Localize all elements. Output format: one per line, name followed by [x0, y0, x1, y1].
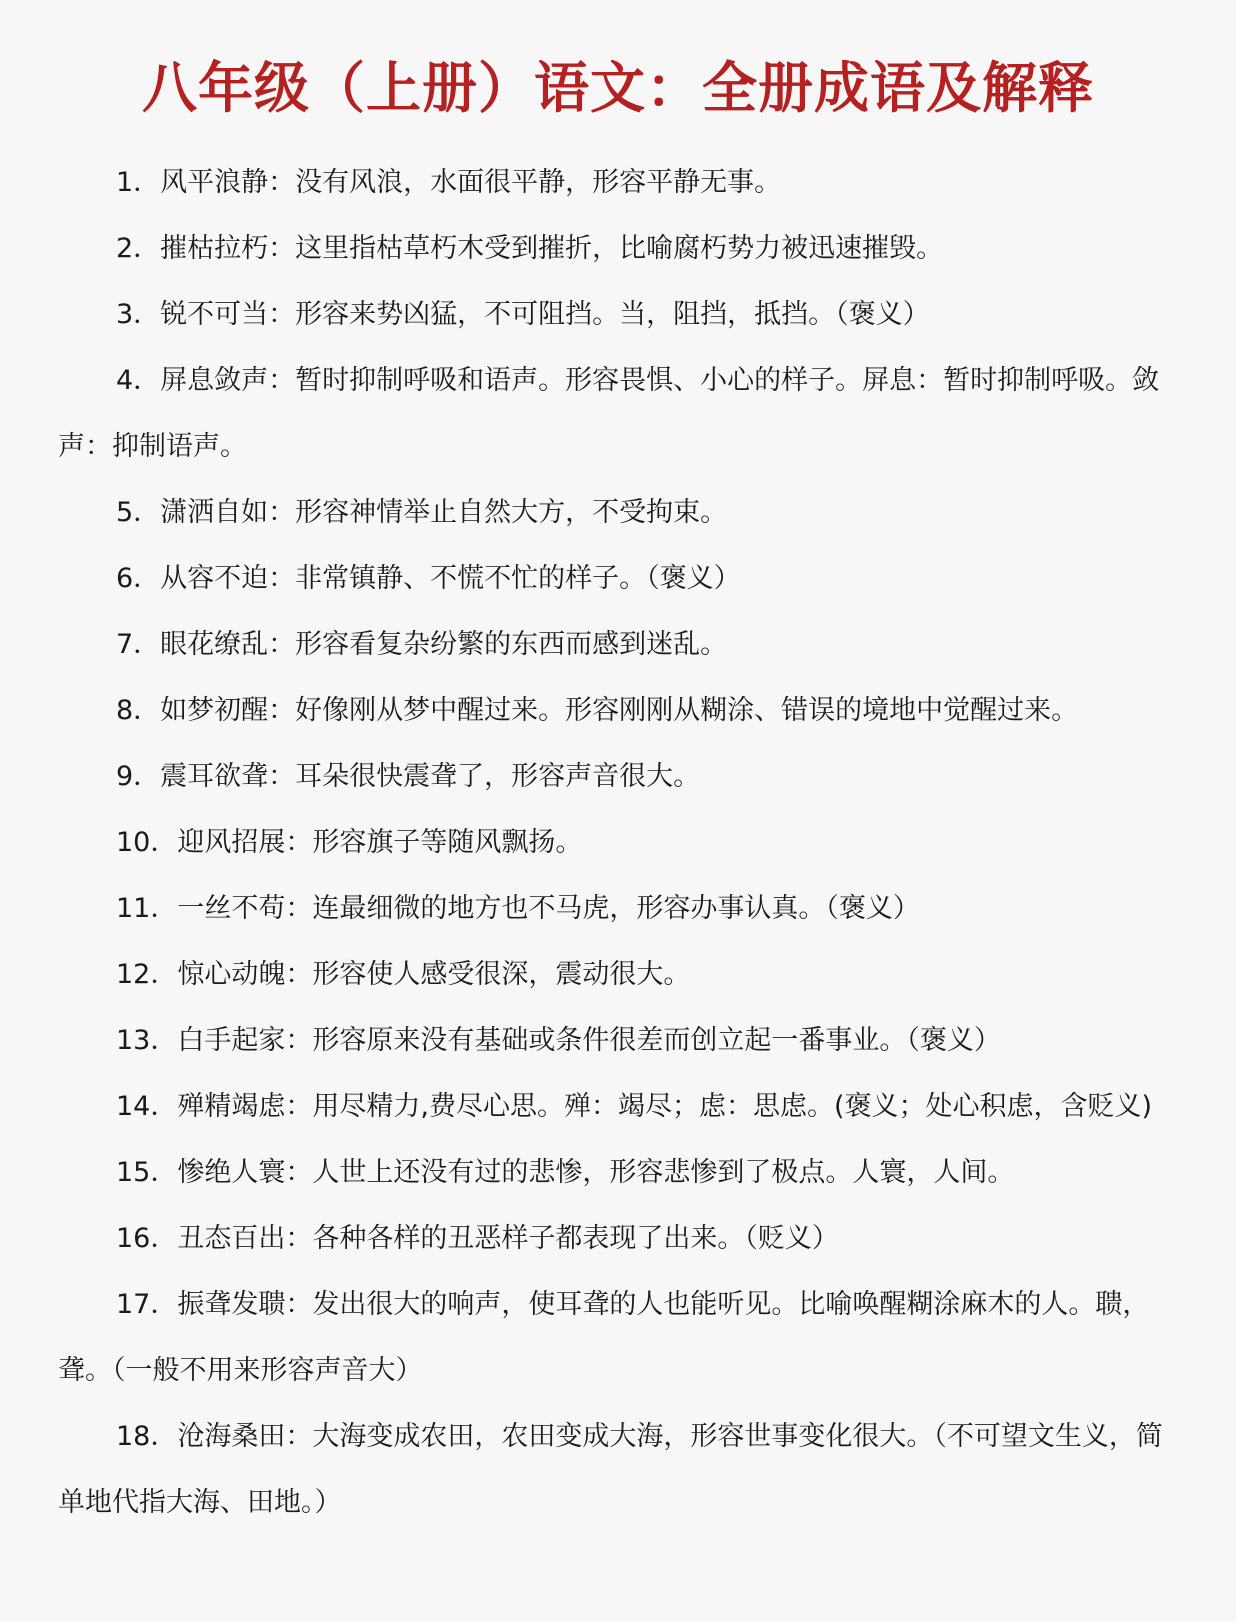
idiom-entry: 15．惨绝人寰：人世上还没有过的悲惨，形容悲惨到了极点。人寰，人间。: [116, 1157, 1015, 1188]
idiom-entry: 3．锐不可当：形容来势凶猛，不可阻挡。当，阻挡，抵挡。（褒义）: [116, 299, 930, 330]
idiom-list: [58, 150, 1178, 1536]
idiom-entry: 8．如梦初醒：好像刚从梦中醒过来。形容刚刚从糊涂、错误的境地中觉醒过来。: [116, 695, 1079, 726]
idiom-entry: 18．沧海桑田：大海变成农田，农田变成大海，形容世事变化很大。（不可望文生义，简单地代指大海、田地。）: [58, 1421, 1163, 1518]
idiom-entry: 16．丑态百出：各种各样的丑恶样子都表现了出来。（贬义）: [116, 1223, 839, 1254]
idiom-entry: 17．振聋发聩：发出很大的响声，使耳聋的人也能听见。比喻唤醒糊涂麻木的人。聩，聋。（一般不用来形容声音大）: [58, 1289, 1150, 1386]
document-title: 八年级（上册）语文：全册成语及解释: [141, 56, 1094, 120]
idiom-entry: 13．白手起家：形容原来没有基础或条件很差而创立起一番事业。（褒义）: [116, 1025, 1001, 1056]
idiom-entry: 12．惊心动魄：形容使人感受很深，震动很大。: [116, 959, 691, 990]
idiom-entry: 11．一丝不苟：连最细微的地方也不马虎，形容办事认真。（褒义）: [116, 893, 920, 924]
idiom-entry: 4．屏息敛声：暂时抑制呼吸和语声。形容畏惧、小心的样子。屏息：暂时抑制呼吸。敛声：抑制语声。: [58, 365, 1160, 462]
idiom-entry: 14．殚精竭虑：用尽精力,费尽心思。殚：竭尽；虑：思虑。(褒义；处心积虑，含贬义): [116, 1091, 1153, 1122]
idiom-entry: 5．潇洒自如：形容神情举止自然大方，不受拘束。: [116, 497, 728, 528]
idiom-entry: 2．摧枯拉朽：这里指枯草朽木受到摧折，比喻腐朽势力被迅速摧毁。: [116, 233, 944, 264]
idiom-entry: 9．震耳欲聋：耳朵很快震聋了，形容声音很大。: [116, 761, 701, 792]
idiom-entry: 6．从容不迫：非常镇静、不慌不忙的样子。（褒义）: [116, 563, 741, 594]
idiom-entry: 1．风平浪静：没有风浪，水面很平静，形容平静无事。: [116, 167, 782, 198]
idiom-entry: 7．眼花缭乱：形容看复杂纷繁的东西而感到迷乱。: [116, 629, 728, 660]
idiom-entry: 10．迎风招展：形容旗子等随风飘扬。: [116, 827, 583, 858]
